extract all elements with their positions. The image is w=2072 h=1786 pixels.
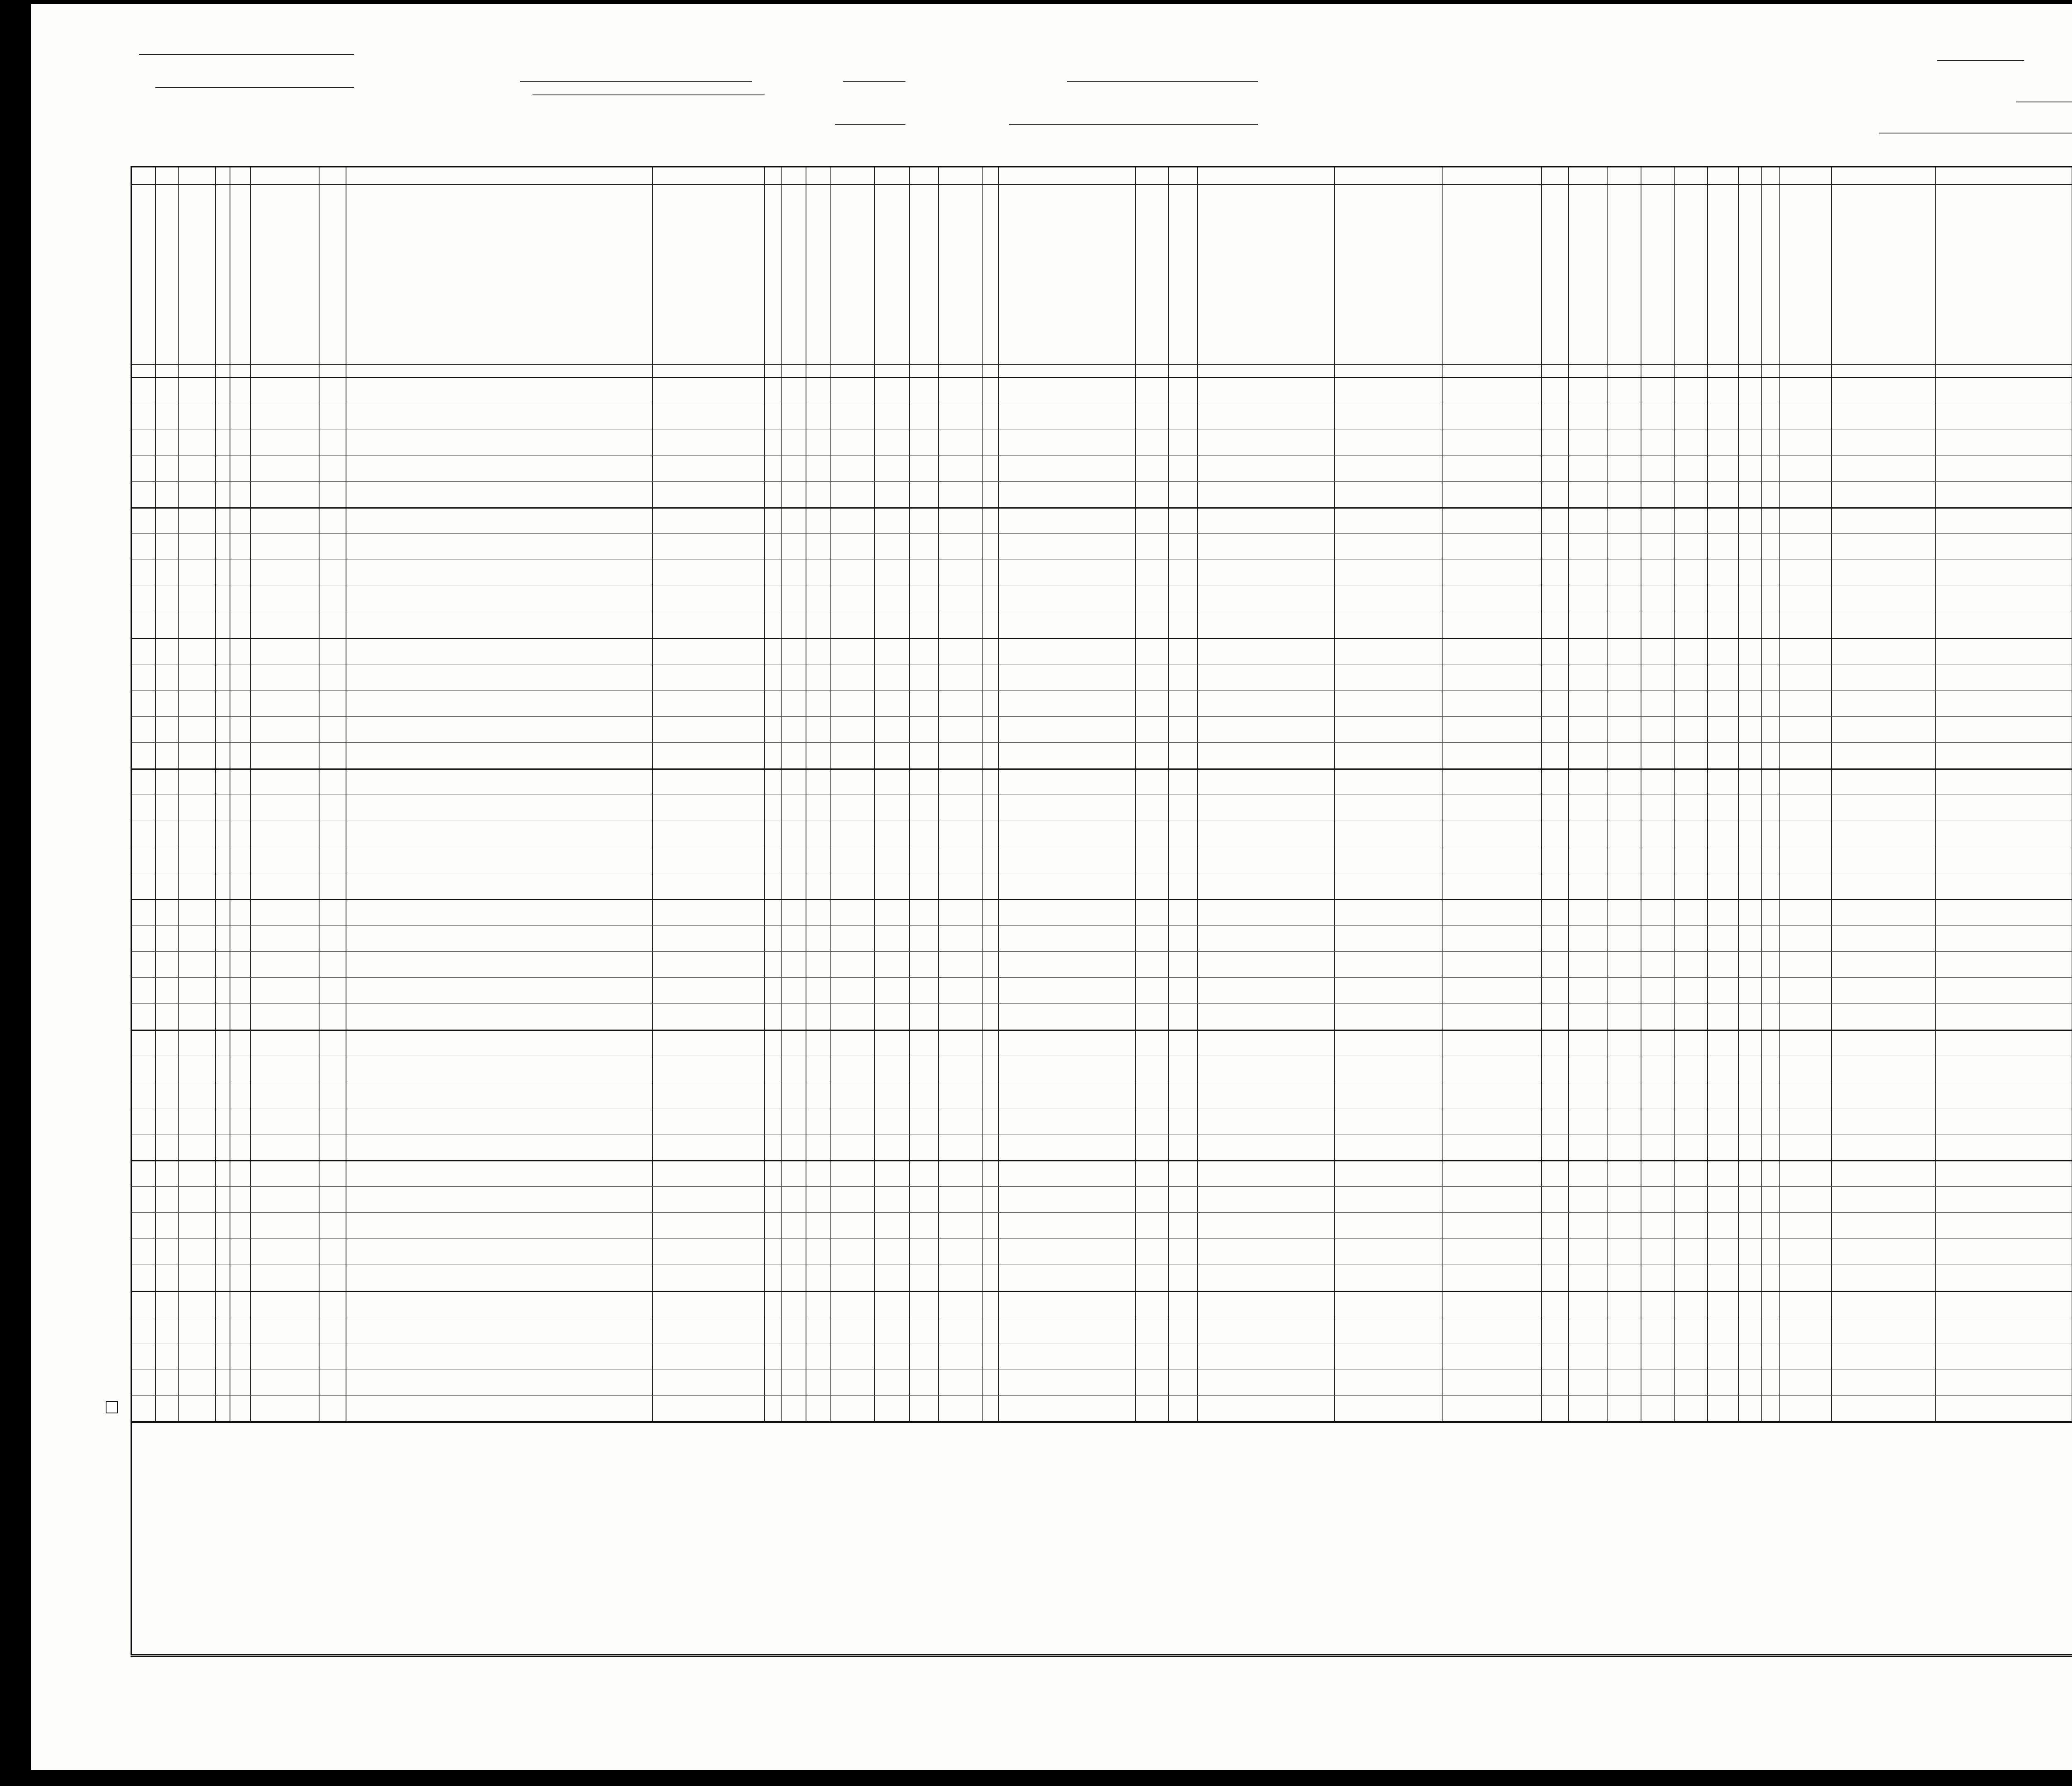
cell-w25 — [1740, 377, 1760, 403]
cell-name — [347, 377, 651, 403]
institution-line — [1009, 124, 1258, 125]
explanatory-notes — [131, 1656, 2072, 1769]
row-divider — [132, 951, 2072, 952]
cell-birth — [1000, 377, 1134, 403]
row-divider — [132, 1003, 2072, 1004]
population-table — [131, 166, 2072, 1423]
row-divider — [132, 533, 2072, 534]
supplementary-section — [131, 1422, 2072, 1655]
census-sheet — [31, 4, 2072, 1770]
row-divider — [132, 742, 2072, 743]
row-divider — [132, 455, 2072, 456]
block-line — [835, 124, 905, 125]
cell-own — [231, 377, 249, 403]
state-value — [139, 54, 354, 55]
cell-w21 — [1609, 377, 1640, 403]
row-divider — [132, 1030, 2072, 1031]
incorporated-line — [520, 81, 752, 82]
row-divider — [132, 481, 2072, 482]
row-divider — [132, 690, 2072, 691]
sd-value — [1937, 60, 2024, 61]
cell-school — [911, 377, 937, 403]
row-divider — [132, 1160, 2072, 1161]
cell-value — [252, 377, 318, 403]
row-divider — [132, 1212, 2072, 1213]
ward-line — [843, 81, 905, 82]
unincorporated-line — [1067, 81, 1258, 82]
cell-rel — [654, 377, 763, 403]
check-box[interactable] — [106, 1401, 118, 1413]
row-divider — [132, 507, 2072, 509]
cell-age — [832, 377, 873, 403]
row-divider — [132, 977, 2072, 978]
cell-sex — [782, 377, 805, 403]
column-number-divider — [132, 364, 2072, 365]
row-divider — [132, 925, 2072, 926]
cell-w24 — [1709, 377, 1737, 403]
group-header-divider — [132, 184, 2072, 185]
row-divider — [132, 1186, 2072, 1187]
cell-farm — [320, 377, 345, 403]
cell-w26 — [1762, 377, 1779, 403]
cell-race — [807, 377, 830, 403]
cell-house — [179, 377, 214, 403]
row-divider — [132, 1395, 2072, 1396]
cell-line — [134, 403, 154, 429]
cell-name — [347, 403, 651, 429]
cell-line — [134, 377, 154, 403]
cell-res — [1199, 377, 1333, 403]
row-divider — [132, 768, 2072, 770]
cell-grade — [940, 377, 981, 403]
row-divider — [132, 899, 2072, 900]
county-value — [155, 87, 354, 88]
row-divider — [132, 1238, 2072, 1239]
row-divider — [132, 638, 2072, 639]
cell-w22 — [1642, 377, 1673, 403]
cell-w23 — [1675, 377, 1706, 403]
row-divider — [132, 1291, 2072, 1292]
cell-mar — [876, 377, 908, 403]
row-divider — [132, 716, 2072, 717]
cell-bcode — [1137, 377, 1167, 403]
